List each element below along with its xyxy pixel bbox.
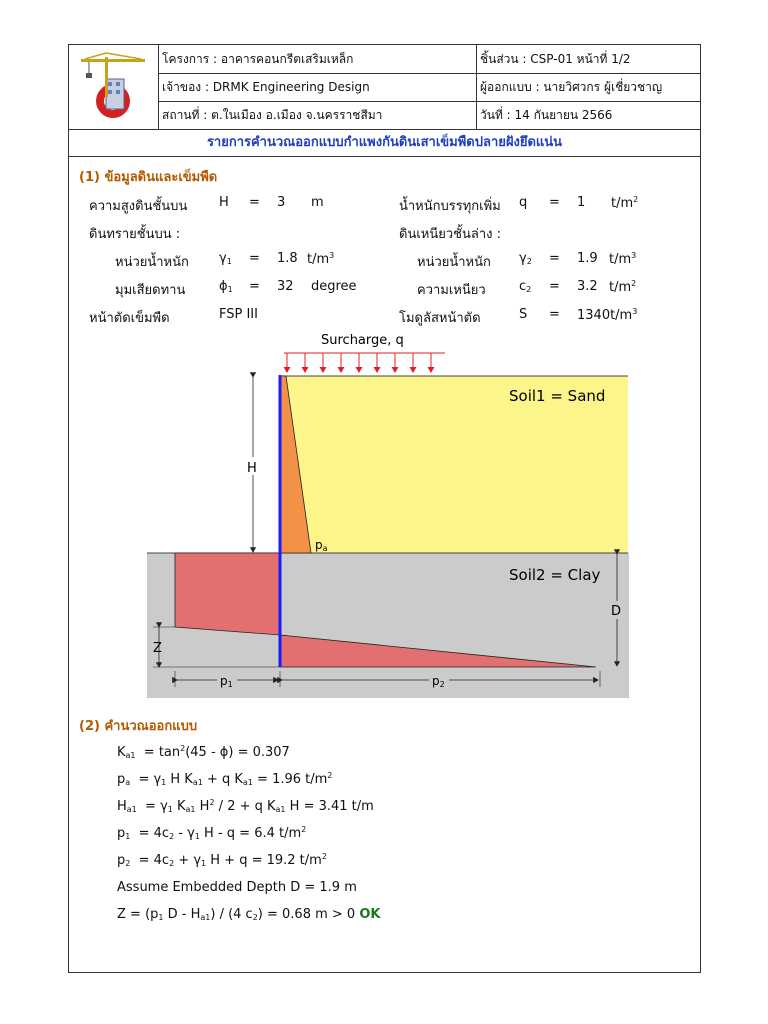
owner-field: เจ้าของ : DRMK Engineering Design — [162, 80, 370, 94]
c2-unit: $t/m^2$ — [609, 279, 637, 295]
H-value: 3 — [277, 195, 286, 210]
date-field: วันที่ : 14 กันยายน 2566 — [480, 108, 613, 122]
modulus-label: โมดูลัสหน้าตัด — [399, 311, 481, 326]
equals: = — [549, 279, 560, 294]
equals: = — [549, 195, 560, 210]
equals: = — [549, 307, 560, 322]
page-title: รายการคำนวณออกแบบกำแพงกันดินเสาเข็มพืดปลายฝังยึดแน่น — [206, 135, 563, 150]
friction-label: มุมเสียดทาน — [115, 283, 186, 298]
calculation-sheet — [68, 44, 701, 973]
unit-weight-label: หน่วยน้ำหนัก — [115, 255, 189, 270]
sheet-pile-section-value: FSP III — [219, 307, 258, 322]
equals: = — [249, 279, 260, 294]
formula-pa: $p_a = \gamma_1$ H $K_{a1} + q$ $K_{a1} = 1.96$ $t/m^2$ — [117, 771, 333, 787]
surcharge-arrows — [287, 353, 431, 372]
header-block — [69, 45, 700, 129]
q-value: 1 — [577, 195, 586, 210]
equals: = — [549, 251, 560, 266]
gamma1-unit: $t/m^3$ — [307, 251, 335, 267]
q-symbol: q — [519, 195, 528, 210]
location-field: สถานที่ : ต.ในเมือง อ.เมือง จ.นครราชสีมา — [162, 108, 383, 122]
p2-label: p2 — [432, 674, 445, 689]
formula-p2: $p_2 = 4c_2 + \gamma_1$ H + q = 19.2 $t/m^2$ — [117, 852, 327, 868]
phi1-value: 32 — [277, 279, 294, 294]
surcharge-label: น้ำหนักบรรทุกเพิ่ม — [399, 199, 501, 214]
equals: = — [249, 195, 260, 210]
Z-dimension: Z — [153, 641, 162, 656]
H-unit: m — [311, 195, 324, 210]
gamma2-unit: $t/m^3$ — [609, 251, 637, 267]
formula-p1: $p_1 = 4c_2 - \gamma_1$ H - q = 6.4 $t/m^2$ — [117, 825, 307, 841]
gamma1-value: 1.8 — [277, 251, 298, 266]
gamma2-value: 1.9 — [577, 251, 598, 266]
sheet-pile-section-label: หน้าตัดเข็มพืด — [89, 311, 170, 326]
c2-symbol: $c_2$ — [519, 279, 532, 294]
section2-heading: (2) คำนวณออกแบบ — [79, 719, 198, 734]
top-soil-label: ดินทรายชั้นบน : — [89, 227, 181, 242]
designer-field: ผู้ออกแบบ : นายวิศวกร ผู้เชี่ยวชาญ — [480, 80, 663, 94]
formula-z: $Z = (p_1$ D - $H_{a1}) / (4$ $c_2) = 0.68$ m > 0 OK — [117, 907, 381, 922]
S-symbol: S — [519, 307, 528, 322]
surcharge-label: Surcharge, q — [321, 333, 404, 348]
passive-pressure-left — [175, 553, 280, 635]
gamma1-symbol: $\gamma_1$ — [219, 251, 232, 266]
pa-label: pa — [315, 538, 328, 553]
p1-label: p1 — [220, 674, 233, 689]
ok-status: OK — [359, 907, 381, 922]
part-field: ชิ้นส่วน : CSP-01 หน้าที่ 1/2 — [480, 52, 631, 66]
c2-value: 3.2 — [577, 279, 598, 294]
H-symbol: H — [219, 195, 229, 210]
sheet-pile-diagram — [147, 331, 631, 701]
soil1-label: Soil1 = Sand — [509, 387, 606, 405]
section1-heading: (1) ข้อมูลดินและเข็มพืด — [79, 170, 218, 185]
cohesion-label: ความเหนียว — [417, 283, 486, 298]
H-dimension: H — [247, 461, 257, 476]
phi1-unit: degree — [311, 279, 357, 294]
soil2-label: Soil2 = Clay — [509, 566, 601, 584]
bottom-soil-label: ดินเหนียวชั้นล่าง : — [399, 227, 501, 242]
formula-ha1: $H_{a1} = \gamma_1$ $K_{a1}$ $H^2 / 2 + q$ $K_{a1}$ H = 3.41 t/m — [117, 798, 374, 814]
unit-weight2-label: หน่วยน้ำหนัก — [417, 255, 491, 270]
q-unit: $t/m^2$ — [611, 195, 639, 211]
formula-ka1: $K_{a1} = \tan^2(45 - \phi) = 0.307$ — [117, 744, 290, 760]
D-dimension: D — [611, 604, 622, 619]
embedded-depth-line: Assume Embedded Depth D = 1.9 m — [117, 880, 357, 895]
project-field: โครงการ : อาคารคอนกรีตเสริมเหล็ก — [162, 52, 354, 66]
company-logo — [75, 49, 153, 125]
height-label: ความสูงดินชั้นบน — [89, 199, 188, 214]
equals: = — [249, 251, 260, 266]
phi1-symbol: $\phi_1$ — [219, 279, 233, 294]
gamma2-symbol: $\gamma_2$ — [519, 251, 532, 266]
S-value: $1340t/m^3$ — [577, 307, 638, 323]
